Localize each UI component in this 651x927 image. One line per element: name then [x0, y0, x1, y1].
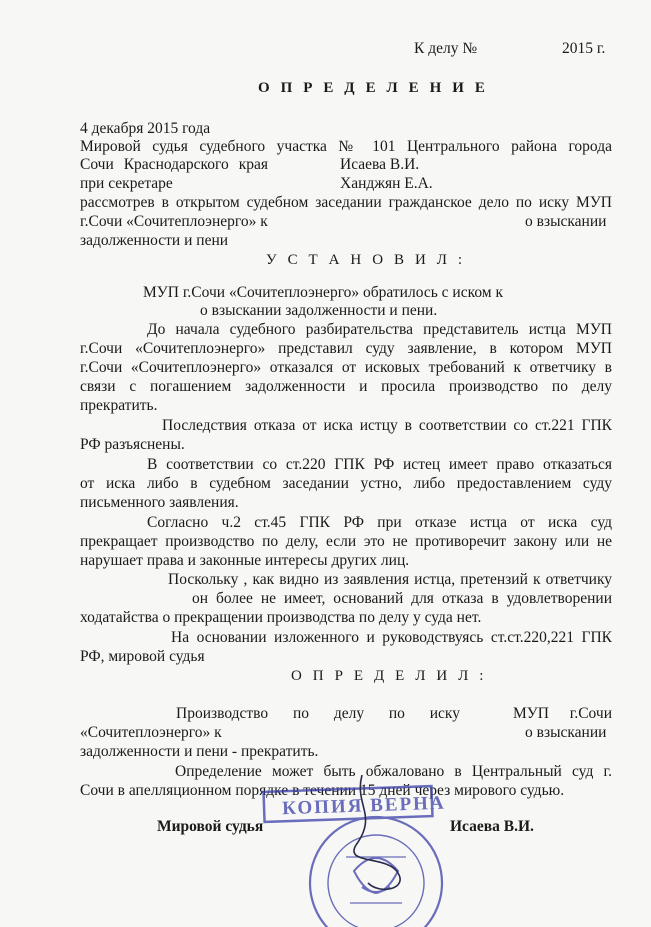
p2-line-2: г.Сочи «Сочитеплоэнерго» представил суду заявление, в котором МУП [80, 340, 612, 357]
intro-line-5: г.Сочи «Сочитеплоэнерго» к [80, 213, 268, 230]
document-title: О П Р Е Д Е Л Е Н И Е [258, 80, 489, 96]
stamp-graphic [258, 775, 450, 927]
p4-line-3: письменного заявления. [80, 494, 239, 511]
p2-line-3: г.Сочи «Сочитеплоэнерго» отказался от исковых требований к ответчику в [80, 359, 612, 376]
section-heading-established: У С Т А Н О В И Л : [266, 252, 466, 268]
intro-line-5-right: о взыскании [525, 213, 607, 230]
p2-line-1: До начала судебного разбирательства представитель истца МУП [147, 321, 612, 338]
ruling-date: 4 декабря 2015 года [80, 120, 211, 137]
secretary-name: Ханджян Е.А. [340, 175, 433, 192]
p5-line-2: прекращает производство по делу, если это не противоречит закону или не [80, 533, 612, 550]
p5-line-3: нарушает права и законные интересы других лиц. [80, 552, 410, 569]
signature-label: Мировой судья [157, 818, 264, 835]
intro-line-6: задолженности и пени [80, 232, 229, 249]
judge-name: Исаева В.И. [340, 156, 420, 173]
intro-line-3: при секретаре [80, 175, 173, 192]
p7-line-2: РФ, мировой судья [80, 648, 205, 665]
r1-line-1-right: МУП г.Сочи [513, 705, 612, 722]
p4-line-1: В соответствии со ст.220 ГПК РФ истец имеет право отказаться [147, 456, 612, 473]
p2-line-4: связи с погашением задолженности и просила производство по делу [80, 378, 612, 395]
p3-line-1: Последствия отказа от иска истцу в соответствии со ст.221 ГПК [162, 417, 612, 434]
p3-line-2: РФ разъяснены. [80, 436, 185, 453]
r1-line-3: задолженности и пени - прекратить. [80, 743, 319, 760]
r1-line-1: Производство по делу по иску [176, 705, 460, 722]
p4-line-2: от иска либо в судебном заседании устно, либо предоставлением суду [80, 475, 612, 492]
p2-line-5: прекратить. [80, 397, 158, 414]
r2-line-2: Сочи в апелляционном порядке в течении 15 дней через мирового судью. [80, 782, 565, 799]
p1-line-2: о взыскании задолженности и пени. [200, 302, 438, 319]
official-stamp [258, 775, 450, 927]
intro-line-1: Мировой судья судебного участка № 101 Центрального района города [80, 138, 612, 155]
p6-line-3: ходатайства о прекращении производства по делу у суда нет. [80, 609, 482, 626]
case-year: 2015 г. [562, 40, 606, 57]
p7-line-1: На основании изложенного и руководствуясь ст.ст.220,221 ГПК [171, 629, 612, 646]
intro-line-4: рассмотрев в открытом судебном заседании гражданское дело по иску МУП [80, 194, 612, 211]
r1-line-2-right: о взыскании [525, 724, 607, 741]
section-heading-decided: О П Р Е Д Е Л И Л : [291, 668, 488, 684]
p1-line-1: МУП г.Сочи «Сочитеплоэнерго» обратилось с иском к [143, 284, 504, 301]
judge-signature-name: Исаева В.И. [450, 818, 534, 835]
r2-line-1: Определение может быть обжаловано в Центральный суд г. [175, 763, 612, 780]
p5-line-1: Согласно ч.2 ст.45 ГПК РФ при отказе истца от иска суд [147, 514, 612, 531]
r1-line-2: «Сочитеплоэнерго» к [80, 724, 222, 741]
case-ref-label: К делу № [414, 40, 478, 57]
intro-line-2: Сочи Краснодарского края [80, 156, 268, 173]
svg-text:КОПИЯ ВЕРНА: КОПИЯ ВЕРНА [281, 792, 446, 820]
p6-line-2: он более не имеет, оснований для отказа в удовлетворении [192, 590, 612, 607]
p6-line-1: Поскольку , как видно из заявления истца, претензий к ответчику [168, 571, 612, 588]
